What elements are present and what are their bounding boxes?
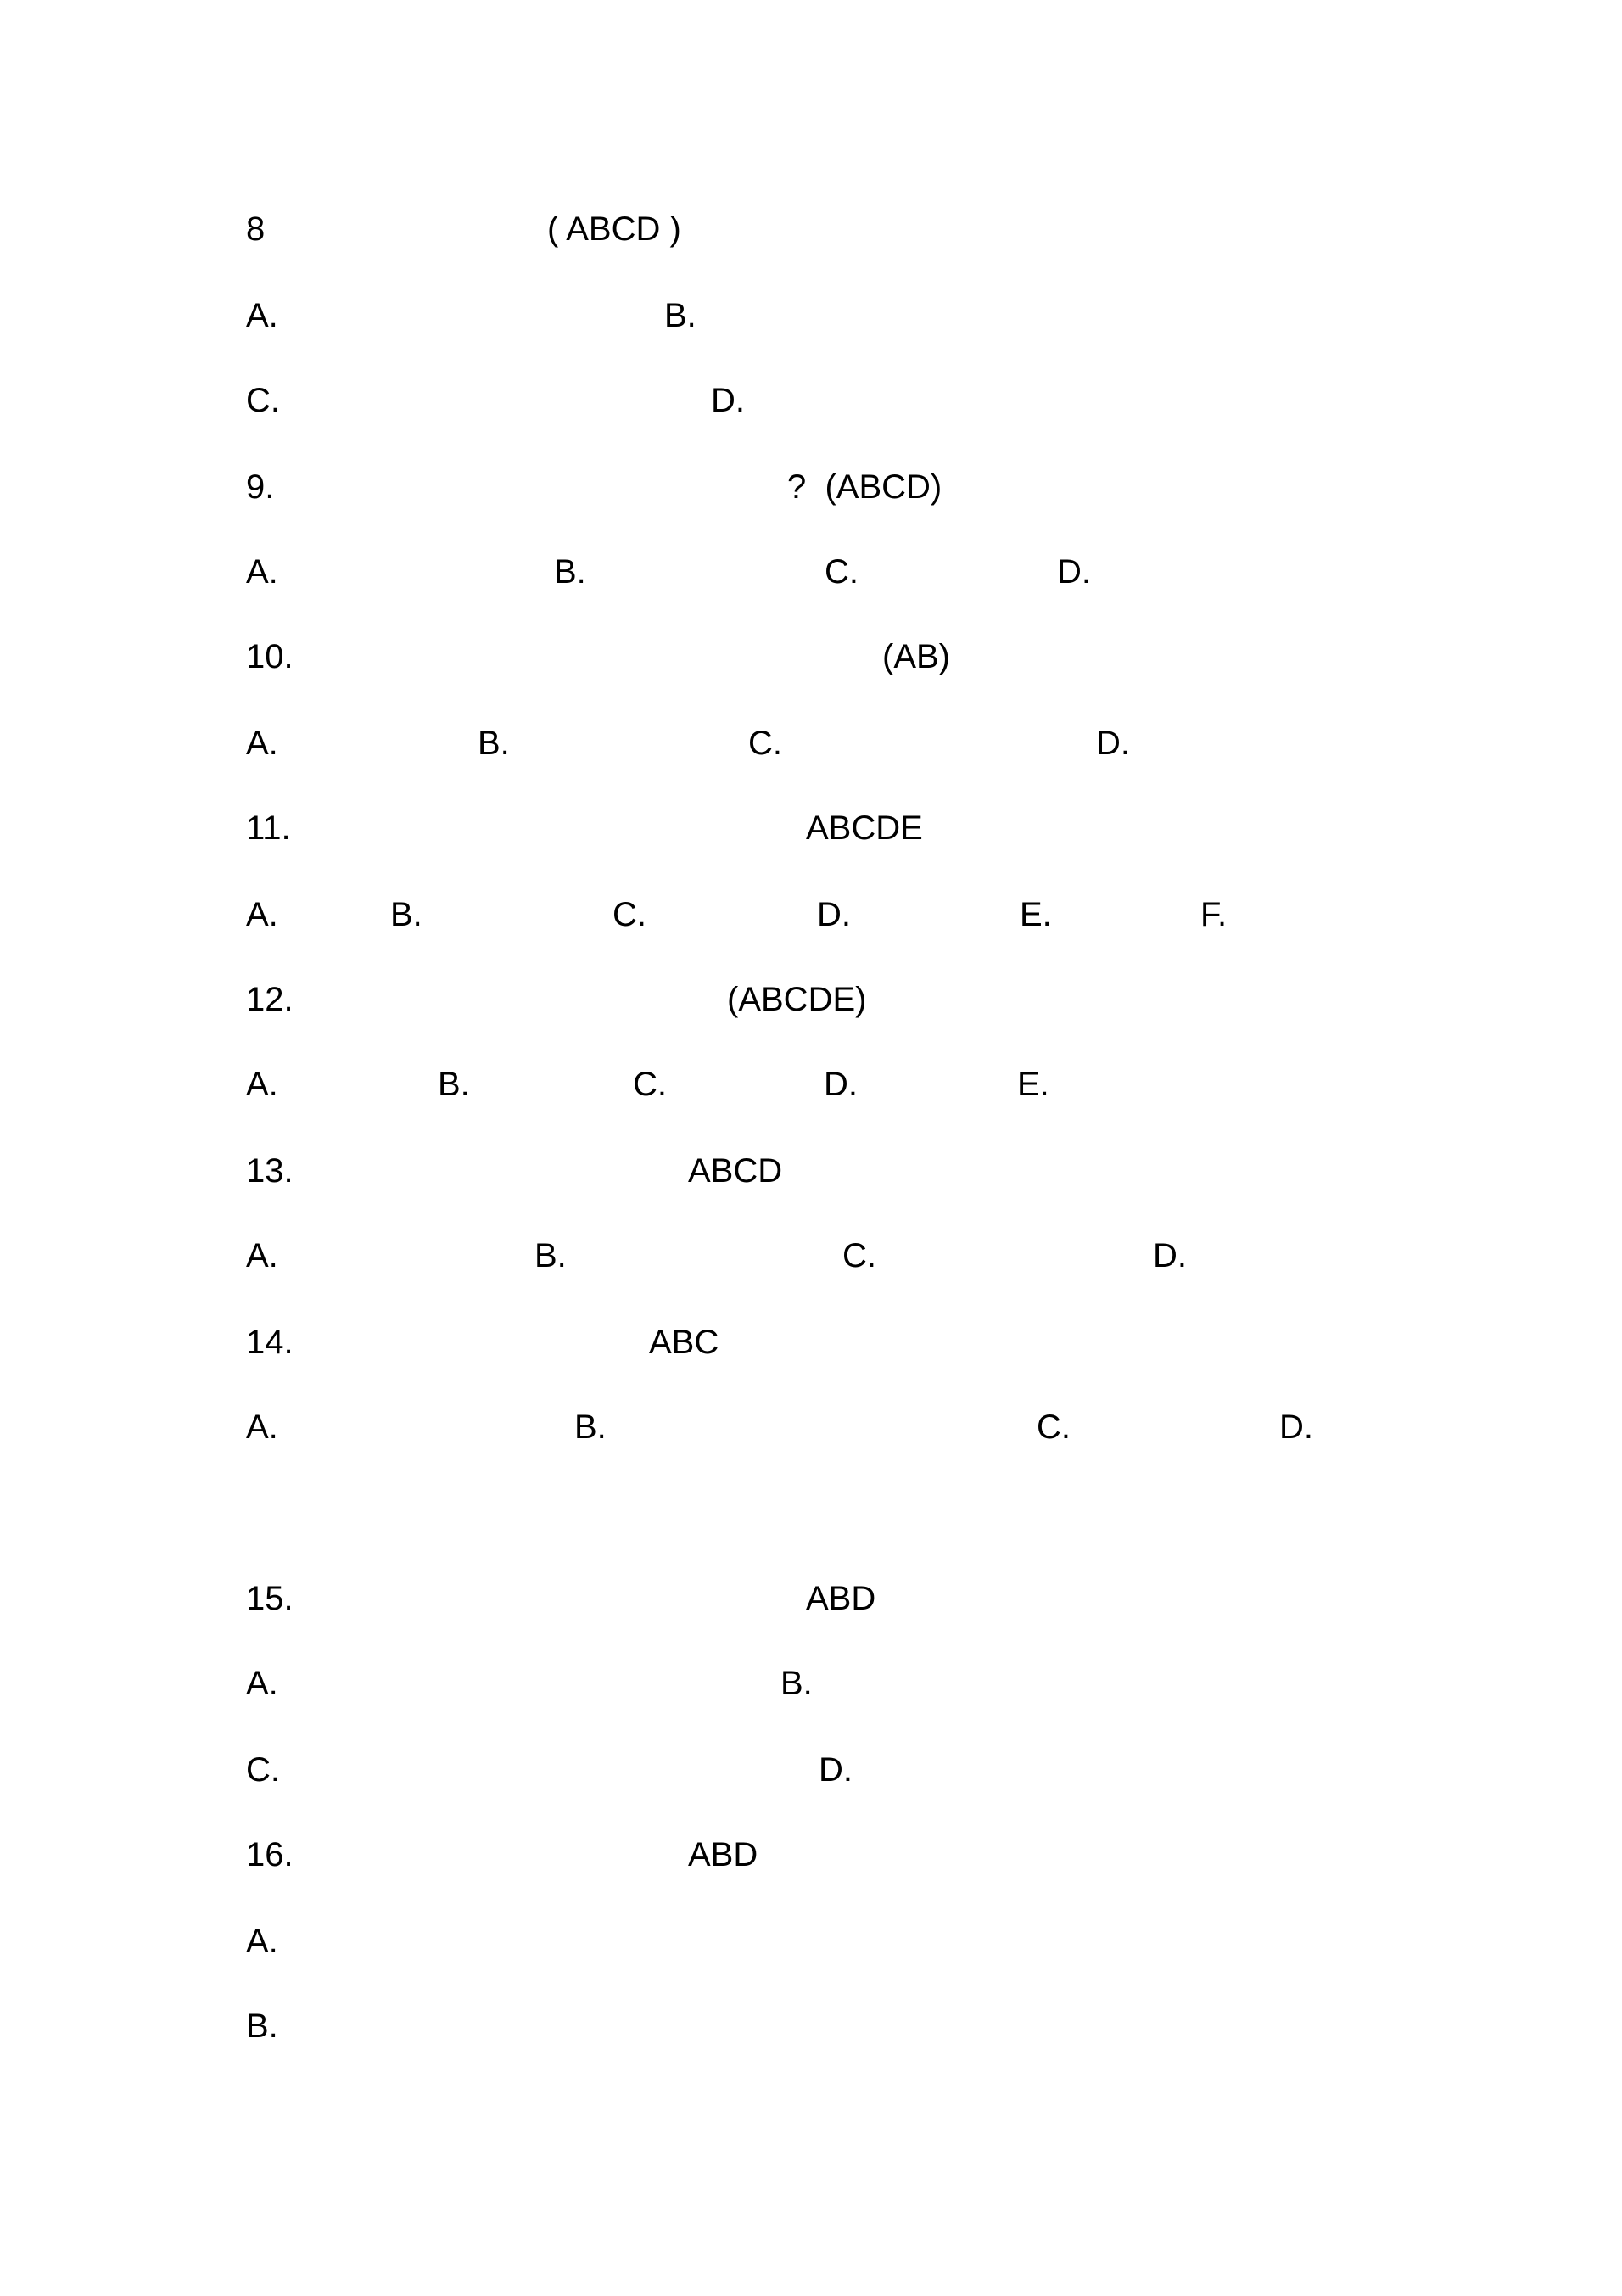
q9-option-a: A. — [246, 553, 278, 591]
q12-option-d: D. — [824, 1066, 858, 1103]
q8-option-a: A. — [246, 297, 278, 334]
q8-option-b: B. — [664, 297, 696, 334]
q11-option-c: C. — [612, 896, 646, 933]
q14-option-d: D. — [1279, 1408, 1313, 1446]
question-10-number: 10. — [246, 638, 294, 675]
question-14-answer: ABC — [649, 1324, 719, 1361]
q13-option-a: A. — [246, 1237, 278, 1274]
q11-option-e: E. — [1020, 896, 1052, 933]
q11-option-d: D. — [817, 896, 851, 933]
question-11-number: 11. — [246, 809, 291, 847]
q8-option-c: C. — [246, 382, 280, 419]
question-11-answer: ABCDE — [806, 809, 923, 847]
question-15-number: 15. — [246, 1580, 294, 1617]
q10-option-a: A. — [246, 725, 278, 762]
q11-option-b: B. — [390, 896, 422, 933]
q12-option-a: A. — [246, 1066, 278, 1103]
question-9-number: 9. — [246, 468, 275, 506]
question-16-number: 16. — [246, 1836, 294, 1873]
q9-option-c: C. — [825, 553, 859, 591]
question-13-number: 13. — [246, 1152, 294, 1190]
question-13-answer: ABCD — [688, 1152, 783, 1190]
q14-option-b: B. — [574, 1408, 607, 1446]
question-12-number: 12. — [246, 981, 294, 1018]
q9-option-d: D. — [1057, 553, 1091, 591]
q14-option-a: A. — [246, 1408, 278, 1446]
q15-option-b: B. — [780, 1665, 813, 1702]
q10-option-b: B. — [478, 725, 510, 762]
q12-option-b: B. — [438, 1066, 470, 1103]
question-9-answer: ? (ABCD) — [787, 468, 942, 506]
q16-option-a: A. — [246, 1923, 278, 1960]
q15-option-c: C. — [246, 1751, 280, 1789]
question-15-answer: ABD — [806, 1580, 876, 1617]
q12-option-c: C. — [633, 1066, 667, 1103]
question-8-number: 8 — [246, 210, 266, 248]
q8-option-d: D. — [711, 382, 745, 419]
q14-option-c: C. — [1037, 1408, 1071, 1446]
question-14-number: 14. — [246, 1324, 294, 1361]
q13-option-d: D. — [1153, 1237, 1187, 1274]
question-8-answer: ( ABCD ) — [547, 210, 681, 248]
q10-option-d: D. — [1096, 725, 1130, 762]
question-12-answer: (ABCDE) — [727, 981, 867, 1018]
q15-option-a: A. — [246, 1665, 278, 1702]
q11-option-f: F. — [1200, 896, 1228, 933]
question-10-answer: (AB) — [882, 638, 950, 675]
q12-option-e: E. — [1017, 1066, 1049, 1103]
q9-option-b: B. — [554, 553, 586, 591]
q16-option-b: B. — [246, 2008, 278, 2045]
question-16-answer: ABD — [688, 1836, 758, 1873]
q10-option-c: C. — [748, 725, 782, 762]
q15-option-d: D. — [819, 1751, 853, 1789]
q13-option-c: C. — [842, 1237, 876, 1274]
q11-option-a: A. — [246, 896, 278, 933]
q13-option-b: B. — [534, 1237, 567, 1274]
